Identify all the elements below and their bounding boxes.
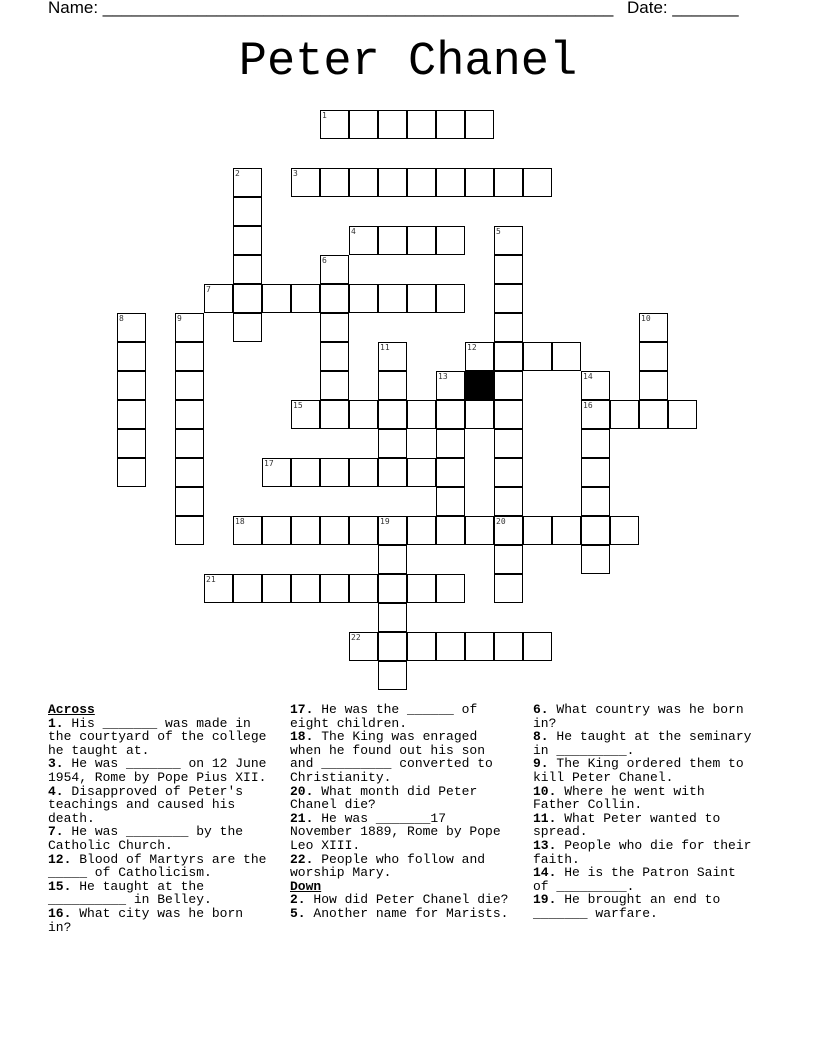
grid-cell[interactable] xyxy=(552,342,581,371)
clue-number: 22. xyxy=(290,851,314,867)
grid-cell[interactable] xyxy=(581,458,610,487)
clue-text: He was _______ on 12 June 1954, Rome by Pope Pius XII. xyxy=(48,756,267,785)
grid-cell[interactable] xyxy=(262,516,291,545)
grid-cell[interactable] xyxy=(233,168,262,197)
grid-cell[interactable] xyxy=(465,400,494,429)
grid-cell[interactable] xyxy=(378,400,407,429)
grid-cell[interactable] xyxy=(494,284,523,313)
grid-cell[interactable] xyxy=(349,226,378,255)
grid-cell[interactable] xyxy=(378,545,407,574)
clue-number: 11. xyxy=(533,810,557,826)
grid-cell[interactable] xyxy=(204,284,233,313)
grid-cell[interactable] xyxy=(407,284,436,313)
grid-cell[interactable] xyxy=(175,458,204,487)
grid-cell[interactable] xyxy=(349,400,378,429)
grid-cell[interactable] xyxy=(117,458,146,487)
grid-cell[interactable] xyxy=(610,516,639,545)
grid-cell[interactable] xyxy=(668,400,697,429)
grid-cell[interactable] xyxy=(581,516,610,545)
grid-cell[interactable] xyxy=(523,516,552,545)
blocked-cell xyxy=(465,371,494,400)
grid-cell[interactable] xyxy=(378,226,407,255)
grid-cell[interactable] xyxy=(494,487,523,516)
grid-cell[interactable] xyxy=(320,371,349,400)
grid-cell[interactable] xyxy=(378,516,407,545)
clue-number: 2. xyxy=(290,892,306,908)
clue-across-17 xyxy=(290,703,516,730)
grid-cell[interactable] xyxy=(320,110,349,139)
clue-text: His _______ was made in the courtyard of the college he taught at. xyxy=(48,715,267,758)
cell-number: 18 xyxy=(235,517,245,526)
grid-cell[interactable] xyxy=(436,429,465,458)
grid-cell[interactable] xyxy=(523,342,552,371)
grid-cell[interactable] xyxy=(349,516,378,545)
clue-across-4 xyxy=(48,785,270,826)
grid-cell[interactable] xyxy=(494,313,523,342)
grid-cell[interactable] xyxy=(436,110,465,139)
clue-number: 14. xyxy=(533,865,557,881)
clue-text: He taught at the __________ in Belley. xyxy=(48,878,212,908)
clue-down-14 xyxy=(533,866,759,893)
grid-cell[interactable] xyxy=(436,516,465,545)
grid-cell[interactable] xyxy=(349,458,378,487)
grid-cell[interactable] xyxy=(436,284,465,313)
clue-number: 5. xyxy=(290,905,306,921)
grid-cell[interactable] xyxy=(320,516,349,545)
cell-number: 8 xyxy=(119,314,124,323)
grid-cell[interactable] xyxy=(407,226,436,255)
grid-cell[interactable] xyxy=(436,458,465,487)
clue-number: 1. xyxy=(48,715,64,731)
grid-cell[interactable] xyxy=(494,545,523,574)
grid-cell[interactable] xyxy=(581,487,610,516)
grid-cell[interactable] xyxy=(233,284,262,313)
grid-cell[interactable] xyxy=(262,458,291,487)
clue-number: 20. xyxy=(290,783,314,799)
grid-cell[interactable] xyxy=(320,400,349,429)
clue-text: He was the ______ of eight children. xyxy=(290,702,478,731)
grid-cell[interactable] xyxy=(465,168,494,197)
grid-cell[interactable] xyxy=(378,574,407,603)
grid-cell[interactable] xyxy=(407,110,436,139)
cell-number: 21 xyxy=(206,575,216,584)
cell-number: 1 xyxy=(322,111,327,120)
grid-cell[interactable] xyxy=(117,400,146,429)
grid-cell[interactable] xyxy=(436,574,465,603)
clues-column-1 xyxy=(48,703,270,934)
grid-cell[interactable] xyxy=(378,110,407,139)
clue-text: Blood of Martyrs are the _____ of Catholicism. xyxy=(48,851,267,881)
clue-number: 18. xyxy=(290,729,314,745)
grid-cell[interactable] xyxy=(175,429,204,458)
clue-number: 21. xyxy=(290,810,314,826)
clue-text: He brought an end to _______ warfare. xyxy=(533,892,721,921)
clue-across-15 xyxy=(48,880,270,907)
grid-cell[interactable] xyxy=(175,487,204,516)
grid-cell[interactable] xyxy=(494,429,523,458)
clue-text: What city was he born in? xyxy=(48,905,244,935)
clue-text: He is the Patron Saint of _________. xyxy=(533,865,736,894)
grid-cell[interactable] xyxy=(378,168,407,197)
grid-cell[interactable] xyxy=(233,226,262,255)
grid-cell[interactable] xyxy=(407,516,436,545)
clue-number: 6. xyxy=(533,702,549,717)
clue-number: 16. xyxy=(48,905,72,921)
grid-cell[interactable] xyxy=(320,342,349,371)
grid-cell[interactable] xyxy=(320,168,349,197)
grid-cell[interactable] xyxy=(291,574,320,603)
clue-number: 15. xyxy=(48,878,72,894)
down-heading: Down xyxy=(290,878,322,894)
puzzle-title: Peter Chanel xyxy=(238,36,578,89)
cell-number: 7 xyxy=(206,285,211,294)
cell-number: 4 xyxy=(351,227,356,236)
clue-text: People who die for their faith. xyxy=(533,837,752,867)
grid-cell[interactable] xyxy=(175,313,204,342)
clue-text: People who follow and worship Mary. xyxy=(290,851,486,881)
clues-column-2 xyxy=(290,703,516,921)
grid-cell[interactable] xyxy=(465,516,494,545)
grid-cell[interactable] xyxy=(117,429,146,458)
grid-cell[interactable] xyxy=(349,574,378,603)
clue-across-12 xyxy=(48,853,270,880)
grid-cell[interactable] xyxy=(233,516,262,545)
grid-cell[interactable] xyxy=(436,400,465,429)
grid-cell[interactable] xyxy=(639,313,668,342)
clue-number: 7. xyxy=(48,824,64,840)
clue-text: He was ________ by the Catholic Church. xyxy=(48,824,244,853)
grid-cell[interactable] xyxy=(117,371,146,400)
grid-cell[interactable] xyxy=(204,574,233,603)
cell-number: 3 xyxy=(293,169,298,178)
clue-number: 19. xyxy=(533,892,557,908)
name-field-label: Name: ______________________________________________________ xyxy=(48,0,614,17)
grid-cell[interactable] xyxy=(378,371,407,400)
grid-cell[interactable] xyxy=(378,632,407,661)
grid-cell[interactable] xyxy=(378,661,407,690)
grid-cell[interactable] xyxy=(407,574,436,603)
grid-cell[interactable] xyxy=(552,516,581,545)
grid-cell[interactable] xyxy=(378,429,407,458)
clue-across-21 xyxy=(290,812,516,853)
grid-cell[interactable] xyxy=(320,284,349,313)
grid-cell[interactable] xyxy=(581,429,610,458)
clue-number: 4. xyxy=(48,783,64,799)
clue-text: What country was he born in? xyxy=(533,702,744,731)
clue-across-3 xyxy=(48,757,270,784)
grid-cell[interactable] xyxy=(407,400,436,429)
grid-cell[interactable] xyxy=(407,168,436,197)
grid-cell[interactable] xyxy=(349,284,378,313)
grid-cell[interactable] xyxy=(175,516,204,545)
grid-cell[interactable] xyxy=(262,284,291,313)
cell-number: 17 xyxy=(264,459,274,468)
clue-text: What Peter wanted to spread. xyxy=(533,810,721,840)
clue-across-22 xyxy=(290,853,516,880)
clue-text: What month did Peter Chanel die? xyxy=(290,783,478,813)
grid-cell[interactable] xyxy=(436,632,465,661)
grid-cell[interactable] xyxy=(233,255,262,284)
cell-number: 6 xyxy=(322,256,327,265)
grid-cell[interactable] xyxy=(494,400,523,429)
cell-number: 20 xyxy=(496,517,506,526)
grid-cell[interactable] xyxy=(262,574,291,603)
across-heading: Across xyxy=(48,702,95,717)
clue-number: 9. xyxy=(533,756,549,772)
grid-cell[interactable] xyxy=(175,400,204,429)
grid-cell[interactable] xyxy=(349,110,378,139)
cell-number: 12 xyxy=(467,343,477,352)
grid-cell[interactable] xyxy=(639,371,668,400)
cell-number: 11 xyxy=(380,343,390,352)
cell-number: 2 xyxy=(235,169,240,178)
grid-cell[interactable] xyxy=(233,313,262,342)
grid-cell[interactable] xyxy=(494,168,523,197)
clue-text: Another name for Marists. xyxy=(313,905,509,921)
grid-cell[interactable] xyxy=(494,342,523,371)
grid-cell[interactable] xyxy=(494,226,523,255)
grid-cell[interactable] xyxy=(378,458,407,487)
cell-number: 15 xyxy=(293,401,303,410)
grid-cell[interactable] xyxy=(581,400,610,429)
grid-cell[interactable] xyxy=(494,574,523,603)
cell-number: 16 xyxy=(583,401,593,410)
clue-number: 8. xyxy=(533,729,549,745)
clue-across-1 xyxy=(48,717,270,758)
clue-across-7 xyxy=(48,825,270,852)
grid-cell[interactable] xyxy=(581,371,610,400)
clue-down-5 xyxy=(290,907,516,921)
clue-number: 13. xyxy=(533,837,557,853)
grid-cell[interactable] xyxy=(291,458,320,487)
grid-cell[interactable] xyxy=(581,545,610,574)
grid-cell[interactable] xyxy=(320,458,349,487)
grid-cell[interactable] xyxy=(610,400,639,429)
clue-number: 3. xyxy=(48,756,64,772)
grid-cell[interactable] xyxy=(291,516,320,545)
grid-cell[interactable] xyxy=(494,516,523,545)
clue-across-18 xyxy=(290,730,516,784)
grid-cell[interactable] xyxy=(494,371,523,400)
clue-down-9 xyxy=(533,757,759,784)
grid-cell[interactable] xyxy=(523,168,552,197)
grid-cell[interactable] xyxy=(407,632,436,661)
clue-number: 12. xyxy=(48,851,72,867)
clue-text: How did Peter Chanel die? xyxy=(313,892,509,908)
grid-cell[interactable] xyxy=(320,574,349,603)
grid-cell[interactable] xyxy=(436,168,465,197)
cell-number: 9 xyxy=(177,314,182,323)
clue-number: 10. xyxy=(533,783,557,799)
grid-cell[interactable] xyxy=(175,342,204,371)
grid-cell[interactable] xyxy=(349,632,378,661)
clue-across-16 xyxy=(48,907,270,934)
grid-cell[interactable] xyxy=(320,255,349,284)
clue-down-8 xyxy=(533,730,759,757)
clue-down-11 xyxy=(533,812,759,839)
clue-text: He taught at the seminary in _________. xyxy=(533,729,752,758)
grid-cell[interactable] xyxy=(175,371,204,400)
grid-cell[interactable] xyxy=(233,197,262,226)
clue-down-10 xyxy=(533,785,759,812)
clue-down-2 xyxy=(290,893,516,907)
grid-cell[interactable] xyxy=(494,632,523,661)
clue-text: The King ordered them to kill Peter Chanel. xyxy=(533,756,744,785)
grid-cell[interactable] xyxy=(378,603,407,632)
clue-across-20 xyxy=(290,785,516,812)
cell-number: 22 xyxy=(351,633,361,642)
date-field-label: Date: _______ xyxy=(627,0,739,17)
grid-cell[interactable] xyxy=(639,342,668,371)
grid-cell[interactable] xyxy=(465,110,494,139)
grid-cell[interactable] xyxy=(349,168,378,197)
clue-text: Where he went with Father Collin. xyxy=(533,783,705,813)
clue-number: 17. xyxy=(290,702,314,717)
clue-down-6 xyxy=(533,703,759,730)
grid-cell[interactable] xyxy=(494,458,523,487)
grid-cell[interactable] xyxy=(117,313,146,342)
grid-cell[interactable] xyxy=(378,342,407,371)
grid-cell[interactable] xyxy=(291,168,320,197)
grid-cell[interactable] xyxy=(407,458,436,487)
grid-cell[interactable] xyxy=(639,400,668,429)
cell-number: 5 xyxy=(496,227,501,236)
clue-down-19 xyxy=(533,893,759,920)
grid-cell[interactable] xyxy=(233,574,262,603)
grid-cell[interactable] xyxy=(117,342,146,371)
grid-cell[interactable] xyxy=(436,371,465,400)
cell-number: 19 xyxy=(380,517,390,526)
clues-column-3 xyxy=(533,703,759,921)
grid-cell[interactable] xyxy=(291,400,320,429)
grid-cell[interactable] xyxy=(494,255,523,284)
grid-cell[interactable] xyxy=(436,487,465,516)
cell-number: 13 xyxy=(438,372,448,381)
grid-cell[interactable] xyxy=(320,313,349,342)
clue-text: He was _______17 November 1889, Rome by Pope Leo XIII. xyxy=(290,810,501,853)
clue-down-13 xyxy=(533,839,759,866)
grid-cell[interactable] xyxy=(465,342,494,371)
grid-cell[interactable] xyxy=(291,284,320,313)
cell-number: 10 xyxy=(641,314,651,323)
grid-cell[interactable] xyxy=(436,226,465,255)
cell-number: 14 xyxy=(583,372,593,381)
clue-text: The King was enraged when he found out his son and _________ converted to Christianity. xyxy=(290,729,493,785)
clue-text: Disapproved of Peter's teachings and caused his death. xyxy=(48,783,244,826)
grid-cell[interactable] xyxy=(378,284,407,313)
grid-cell[interactable] xyxy=(523,632,552,661)
grid-cell[interactable] xyxy=(465,632,494,661)
